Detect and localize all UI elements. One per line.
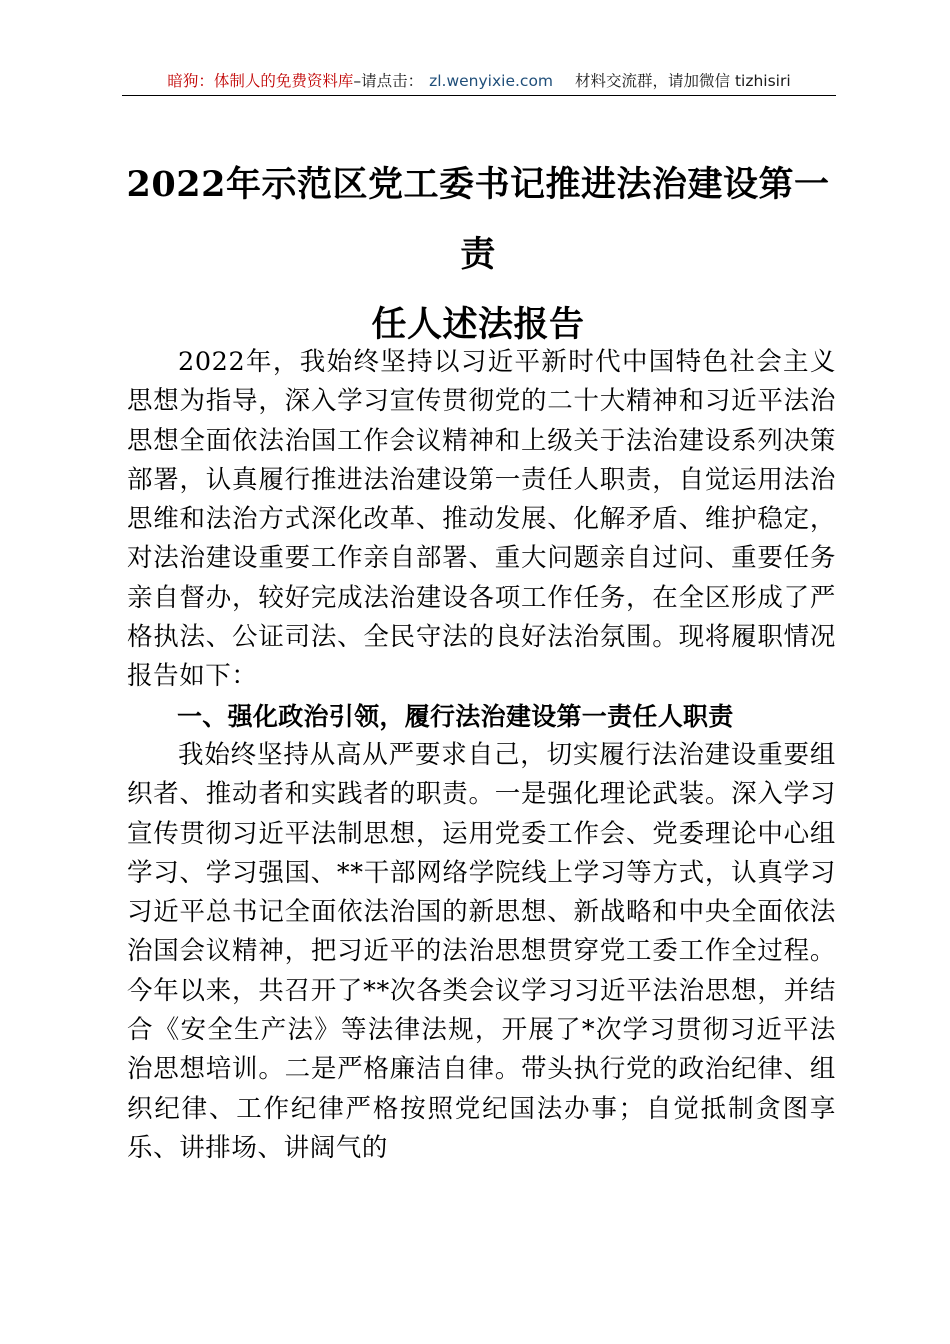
document-body [127, 343, 836, 1168]
document-title-line-2: 任人述法报告 [371, 304, 585, 345]
section-1-heading: 一、强化政治引领，履行法治建设第一责任人职责 [177, 701, 734, 731]
header-source-label: 暗狗：体制人的免费资料库 [167, 72, 354, 90]
header-url-link[interactable]: zl.wenyixie.com [429, 72, 554, 90]
document-title-line-1: 2022年示范区党工委书记推进法治建设第一责 [126, 164, 830, 275]
header-divider [122, 95, 836, 96]
document-title [120, 150, 836, 360]
header-group-text: 材料交流群，请加微信 tizhisiri [575, 72, 791, 90]
section-1-paragraph: 我始终坚持从高从严要求自己，切实履行法治建设重要组织者、推动者和实践者的职责。一是强化理论武装。深入学习宣传贯彻习近平法制思想，运用党委工作会、党委理论中心组学习、学习强国、**干部网络学院线上学习等方式，认真学习习近平总书记全面依法治国的新思想、新战略和中央全面依法治国会议精神，把习近平的法治思想贯穿党工委工作全过程。今年以来，共召开了**次各类会议学习习近平法治思想，并结合《安全生产法》等法律法规，开展了*次学习贯彻习近平法治思想培训。二是严格廉洁自律。带头执行党的政治纪律、组织纪律、工作纪律严格按照党纪国法办事；自觉抵制贪图享乐、讲排场、讲阔气的 [127, 739, 836, 1163]
header-click-label: –请点击： [353, 72, 424, 90]
intro-paragraph: 2022年，我始终坚持以习近平新时代中国特色社会主义思想为指导，深入学习宣传贯彻党的二十大精神和习近平法治思想全面依法治国工作会议精神和上级关于法治建设系列决策部署，认真履行推进法治建设第一责任人职责，自觉运用法治思维和法治方式深化改革、推动发展、化解矛盾、维护稳定，对法治建设重要工作亲自部署、重大问题亲自过问、重要任务亲自督办，较好完成法治建设各项工作任务，在全区形成了严格执法、公证司法、全民守法的良好法治氛围。现将履职情况报告如下： [127, 347, 836, 692]
page-header [122, 68, 836, 94]
